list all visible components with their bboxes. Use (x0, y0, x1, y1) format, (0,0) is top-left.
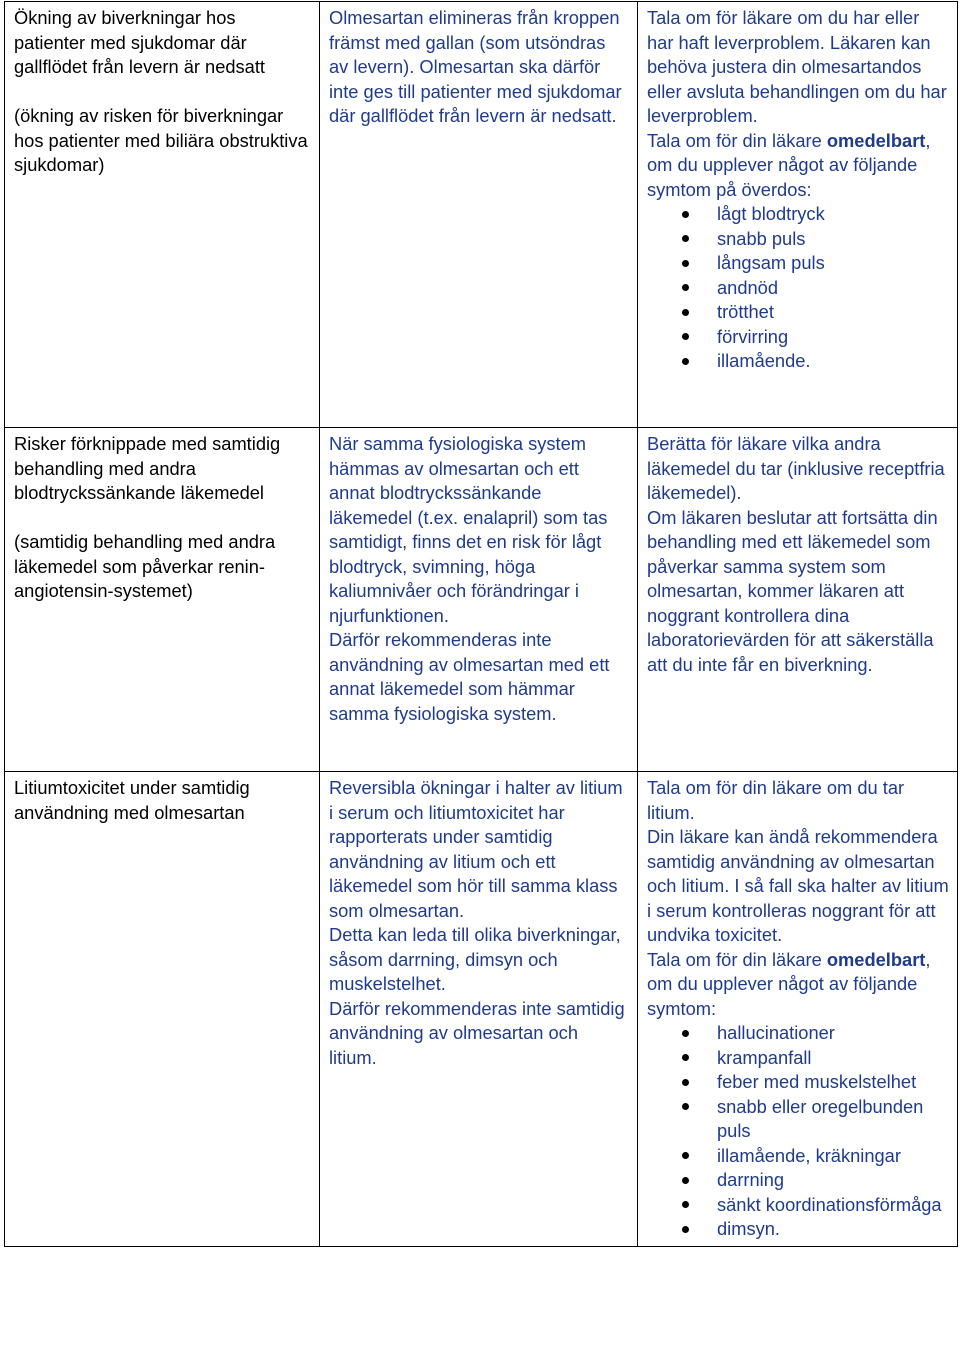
info-text: Därför rekommenderas inte användning av olmesartan med ett annat läkemedel som hämmar samma fysiologiska system. (329, 629, 610, 724)
bullet-icon (682, 358, 689, 365)
advice-text: Tala om för din läkare om du tar litium. (647, 777, 905, 823)
list-item: illamående, kräkningar (647, 1144, 949, 1169)
symptom-list (647, 1021, 949, 1242)
list-item: långsam puls (647, 251, 949, 276)
risk-subtitle: (samtidig behandling med andra läkemedel som påverkar renin-angiotensin-systemet) (14, 531, 276, 601)
info-text: Olmesartan elimineras från kroppen främst med gallan (som utsöndras av levern). Olmesartan ska därför inte ges till patienter med sjukdomar där gallflödet från levern är nedsatt. (329, 7, 622, 126)
bullet-icon (682, 1177, 689, 1184)
bullet-icon (682, 235, 689, 242)
list-item: sänkt koordinationsförmåga (647, 1193, 949, 1218)
info-cell (320, 2, 638, 428)
table-row (5, 428, 958, 772)
bullet-icon (682, 1030, 689, 1037)
risk-title: Risker förknippade med samtidig behandling med andra blodtryckssänkande läkemedel (14, 433, 281, 503)
bullet-icon (682, 1201, 689, 1208)
risk-title: Litiumtoxicitet under samtidig användning med olmesartan (14, 777, 250, 823)
info-text: Detta kan leda till olika biverkningar, såsom darrning, dimsyn och muskelstelhet. (329, 924, 621, 994)
list-item: snabb eller oregelbunden puls (647, 1095, 949, 1144)
table-row (5, 772, 958, 1247)
advice-cell (638, 428, 958, 772)
risk-cell (5, 428, 320, 772)
risk-subtitle: (ökning av risken för biverkningar hos patienter med biliära obstruktiva sjukdomar) (14, 105, 308, 175)
table-row (5, 2, 958, 428)
advice-alert: Tala om för din läkare omedelbart, om du upplever något av följande symtom: (647, 948, 931, 1019)
bullet-icon (682, 309, 689, 316)
bullet-icon (682, 211, 689, 218)
info-text: Reversibla ökningar i halter av litium i serum och litiumtoxicitet har rapporterats under samtidig användning av litium och ett läkemedel som hör till samma klass som olmesartan. (329, 777, 623, 921)
list-item: dimsyn. (647, 1217, 949, 1242)
risk-table (4, 1, 958, 1247)
advice-intro: Tala om för läkare om du har eller har haft leverproblem. Läkaren kan behöva justera din olmesartandos eller avsluta behandlingen om du har leverproblem. (647, 7, 947, 126)
bullet-icon (682, 1079, 689, 1086)
list-item: krampanfall (647, 1046, 949, 1071)
advice-alert: Tala om för din läkare omedelbart, om du upplever något av följande symtom på överdos: (647, 129, 931, 200)
risk-title: Ökning av biverkningar hos patienter med sjukdomar där gallflödet från levern är nedsatt (14, 7, 266, 77)
list-item: andnöd (647, 276, 949, 301)
risk-cell (5, 772, 320, 1247)
bullet-icon (682, 1152, 689, 1159)
list-item: förvirring (647, 325, 949, 350)
info-cell (320, 772, 638, 1247)
list-item: feber med muskelstelhet (647, 1070, 949, 1095)
advice-text: Om läkaren beslutar att fortsätta din behandling med ett läkemedel som påverkar samma system som olmesartan, kommer läkaren att noggrant kontrollera dina laboratorievärden för att säkerställa att du inte får en biverkning. (647, 506, 938, 675)
list-item: lågt blodtryck (647, 202, 949, 227)
bullet-icon (682, 1054, 689, 1061)
info-text: När samma fysiologiska system hämmas av olmesartan och ett annat blodtryckssänkande läkemedel (t.ex. enalapril) som tas samtidigt, finns det en risk för lågt blodtryck, svimning, höga kaliumnivåer och förändringar i njurfunktionen. (329, 433, 608, 626)
advice-cell (638, 2, 958, 428)
bullet-icon (682, 284, 689, 291)
list-item: illamående. (647, 349, 949, 374)
list-item: snabb puls (647, 227, 949, 252)
bullet-icon (682, 1103, 689, 1110)
list-item: hallucinationer (647, 1021, 949, 1046)
list-item: darrning (647, 1168, 949, 1193)
symptom-list (647, 202, 949, 374)
advice-text: Berätta för läkare vilka andra läkemedel du tar (inklusive receptfria läkemedel). (647, 433, 945, 503)
advice-text: Din läkare kan ändå rekommendera samtidig användning av olmesartan och litium. I så fall ska halter av litium i serum kontrolleras noggrant för att undvika toxicitet. (647, 826, 949, 945)
bullet-icon (682, 260, 689, 267)
advice-cell (638, 772, 958, 1247)
list-item: trötthet (647, 300, 949, 325)
info-cell (320, 428, 638, 772)
bullet-icon (682, 333, 689, 340)
bullet-icon (682, 1226, 689, 1233)
risk-cell (5, 2, 320, 428)
info-text: Därför rekommenderas inte samtidig användning av olmesartan och litium. (329, 997, 625, 1068)
